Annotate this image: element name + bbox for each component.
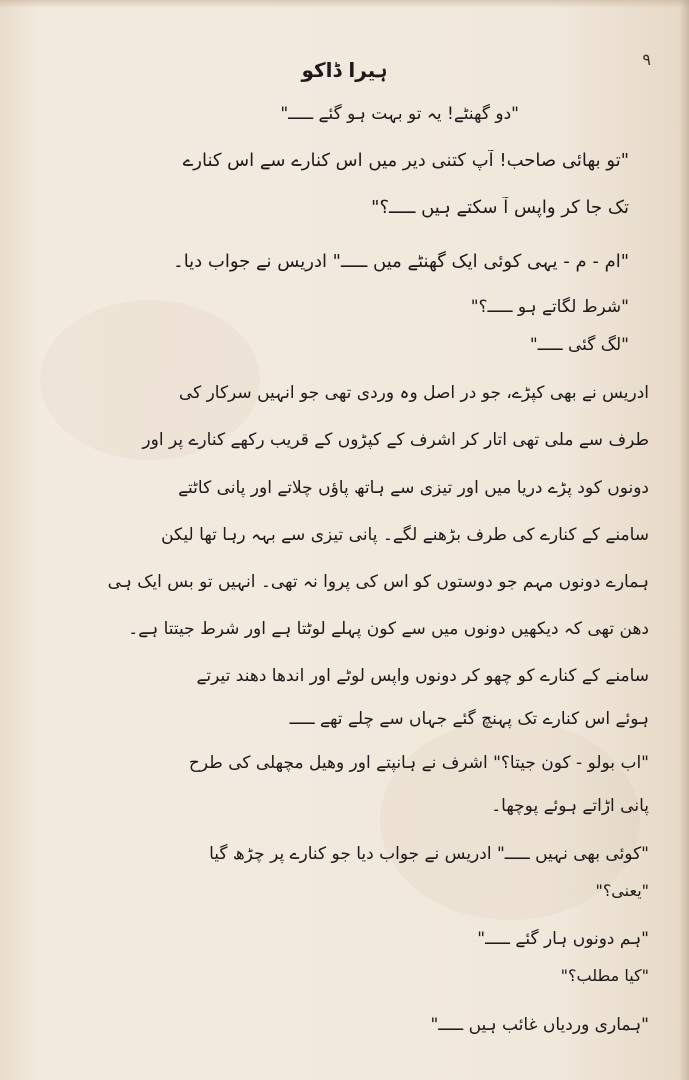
text-line: "تو بھائی صاحب! آپ کتنی دیر میں اس کنارے سے اس کنارے [182,150,629,171]
text-line: "یعنی؟" [595,881,649,900]
text-line: ہمارے دونوں مہم جو دوستوں کو اس کی پروا نہ تھی۔ انہیں تو بس ایک ہی [107,572,649,592]
chapter-title: ہیرا ڈاکو [301,58,388,82]
text-line: "اب بولو - کون جیتا؟" اشرف نے ہانپتے اور وھیل مچھلی کی طرح [188,753,649,773]
text-line: دھن تھی کہ دیکھیں دونوں میں سے کون پہلے لوٹتا ہے اور شرط جیتتا ہے۔ [128,619,649,639]
page-right-shadow [679,0,689,1080]
page-top-shadow [0,0,689,8]
text-line: سامنے کے کنارے کی طرف بڑھنے لگے۔ پانی تیزی سے بہہ رہا تھا لیکن [161,525,649,545]
text-line: تک جا کر واپس آ سکتے ہیں ـــــ؟" [371,197,629,218]
page-number: ۹ [642,50,651,69]
text-line: "ام - م - یہی کوئی ایک گھنٹے میں ـــــ" ادریس نے جواب دیا۔ [173,251,629,272]
text-line: دونوں کود پڑے دریا میں اور تیزی سے ہاتھ پاؤں چلاتے اور پانی کاٹتے [178,478,649,498]
text-line: ادریس نے بھی کپڑے، جو در اصل وہ وردی تھی جو انہیں سرکار کی [178,383,649,403]
text-line: پانی اڑاتے ہوئے پوچھا۔ [491,796,649,816]
text-line: "ہم دونوں ہار گئے ـــــ" [477,929,649,949]
text-line: "کیا مطلب؟" [560,966,649,985]
text-line: "شرط لگاتے ہو ـــــ؟" [470,297,629,317]
text-line: طرف سے ملی تھی اتار کر اشرف کے کپڑوں کے قریب رکھے کنارے پر اور [142,430,649,450]
text-line: سامنے کے کنارے کو چھو کر دونوں واپس لوٹے اور اندھا دھند تیرتے [196,666,649,686]
text-line: "ہماری وردیاں غائب ہیں ـــــ" [430,1015,649,1035]
text-line: ہوئے اس کنارے تک پہنچ گئے جہاں سے چلے تھے ـــــ [289,709,649,729]
text-line: "کوئی بھی نہیں ـــــ" ادریس نے جواب دیا جو کنارے پر چڑھ گیا [209,844,649,864]
text-line: "دو گھنٹے! یہ تو بہت ہو گئے ـــــ" [280,104,519,124]
text-line: "لگ گئی ـــــ" [529,335,629,355]
